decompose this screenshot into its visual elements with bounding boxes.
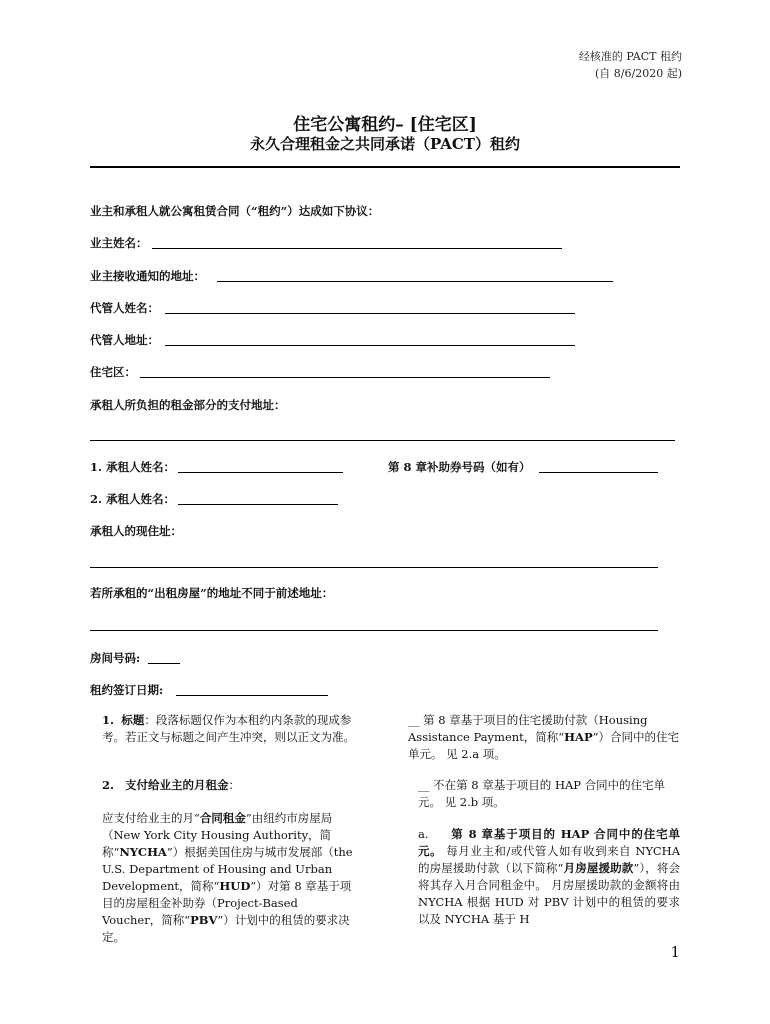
document-title: 住宅公寓租约– [住宅区]: [293, 115, 477, 135]
text-run: ”）合同中的住宅单元。 见 2.a 项。: [408, 730, 679, 761]
tenant2-name-label: 2. 承租人姓名：: [90, 492, 176, 506]
premises-address-blank[interactable]: [90, 630, 658, 631]
text-run: 第 8 章基于项目的住宅援助付款（Housing Assistance Payment，简称“: [408, 713, 648, 744]
lease-date-label: 租约签订日期:: [90, 683, 164, 697]
section-2-number: 2.: [102, 778, 115, 792]
section-2-title: 支付给业主的月租金: [124, 778, 229, 792]
text-run: 应支付给业主的月“: [102, 811, 200, 825]
title-divider: [90, 166, 680, 168]
intro-text: 业主和承租人就公寓租赁合同（“租约”）达成如下协议：: [90, 204, 380, 218]
section-2-heading: [102, 777, 367, 794]
tenant-current-address-blank[interactable]: [90, 567, 658, 568]
owner-notice-address-label: 业主接收通知的地址：: [90, 269, 205, 283]
section-1-headings: [102, 712, 367, 746]
term-monthly-hap: 月房屋援助款: [563, 861, 634, 875]
text-run: 每月业主和/或代管人如有收到来自 NYCHA 的房屋援助付款（以下简称“: [418, 844, 680, 875]
section8-voucher-blank[interactable]: [539, 472, 658, 473]
header-approval-line: 经核准的 PACT 租约: [578, 50, 682, 63]
apartment-number-blank[interactable]: [148, 663, 180, 664]
document-subtitle: 永久合理租金之共同承诺（PACT）租约: [250, 135, 520, 153]
tenant-payment-address-label: 承租人所负担的租金部分的支付地址：: [90, 398, 286, 412]
text-run: ”由纽约市房屋局（New York City Housing Authority，简称“: [102, 811, 333, 859]
option-hap-unit: [408, 712, 680, 763]
development-blank[interactable]: [140, 377, 550, 378]
section8-voucher-label: 第 8 章补助券号码（如有）: [388, 460, 531, 474]
owner-notice-address-blank[interactable]: [217, 281, 613, 282]
option-hap-checkbox-blank[interactable]: __: [408, 713, 420, 727]
tenant2-name-blank[interactable]: [178, 504, 338, 505]
agent-address-blank[interactable]: [165, 345, 575, 346]
premises-address-label: 若所承租的“出租房屋”的地址不同于前述地址：: [90, 586, 334, 600]
owner-name-blank[interactable]: [152, 248, 562, 249]
section-1-number: 1.: [102, 713, 115, 727]
option-non-hap-unit: [418, 777, 680, 811]
agent-name-blank[interactable]: [165, 313, 575, 314]
text-run: ”）对第 8 章基于项目的房屋租金补助券（Project-Based Voucher，简称“: [102, 879, 352, 927]
apartment-number-label: 房间号码:: [90, 651, 141, 665]
section-2a-title: 第 8 章基于项目的 HAP 合同中的住宅单元。: [418, 827, 681, 858]
tenant1-name-blank[interactable]: [178, 472, 343, 473]
term-pbv: PBV: [190, 913, 218, 927]
section-1-text: ：段落标题仅作为本租约内条款的现成参考。若正文与标题之间产生冲突，则以正文为准。: [102, 713, 355, 744]
section-2a-label: a.: [418, 827, 429, 841]
term-contract-rent: 合同租金: [199, 811, 246, 825]
text-run: ”）计划中的租赁的要求决定。: [102, 913, 350, 944]
contract-rent-paragraph: [102, 810, 360, 946]
tenant-current-address-label: 承租人的现住址：: [90, 524, 182, 538]
lease-date-blank[interactable]: [176, 695, 328, 696]
option-non-hap-checkbox-blank[interactable]: __: [418, 778, 430, 792]
tenant1-name-label: 1. 承租人姓名：: [90, 460, 176, 474]
agent-address-label: 代管人地址：: [90, 333, 159, 347]
text-run: ”），将会将其存入月合同租金中。 月房屋援助款的金额将由 NYCHA 根据 HUD 对 PBV 计划中的租赁的要求以及 NYCHA 基于 H: [418, 861, 680, 926]
tenant-payment-address-blank[interactable]: [90, 440, 675, 441]
text-run: ”）根据美国住房与城市发展部（the U.S. Department of Housing and Urban Development，简称“: [102, 845, 353, 893]
owner-name-label: 业主姓名：: [90, 236, 148, 250]
term-nycha: NYCHA: [119, 845, 167, 859]
section-2-colon: ：: [228, 778, 240, 792]
section-1-title: 标题: [121, 713, 145, 727]
page-number: 1: [670, 943, 680, 961]
section-2a-paragraph: [418, 826, 680, 928]
agent-name-label: 代管人姓名：: [90, 301, 159, 315]
header-date-line: (自 8/6/2020 起): [595, 67, 682, 80]
text-run: 不在第 8 章基于项目的 HAP 合同中的住宅单元。 见 2.b 项。: [418, 778, 666, 809]
development-label: 住宅区：: [90, 365, 136, 379]
term-hud: HUD: [219, 879, 251, 893]
term-hap: HAP: [564, 730, 593, 744]
